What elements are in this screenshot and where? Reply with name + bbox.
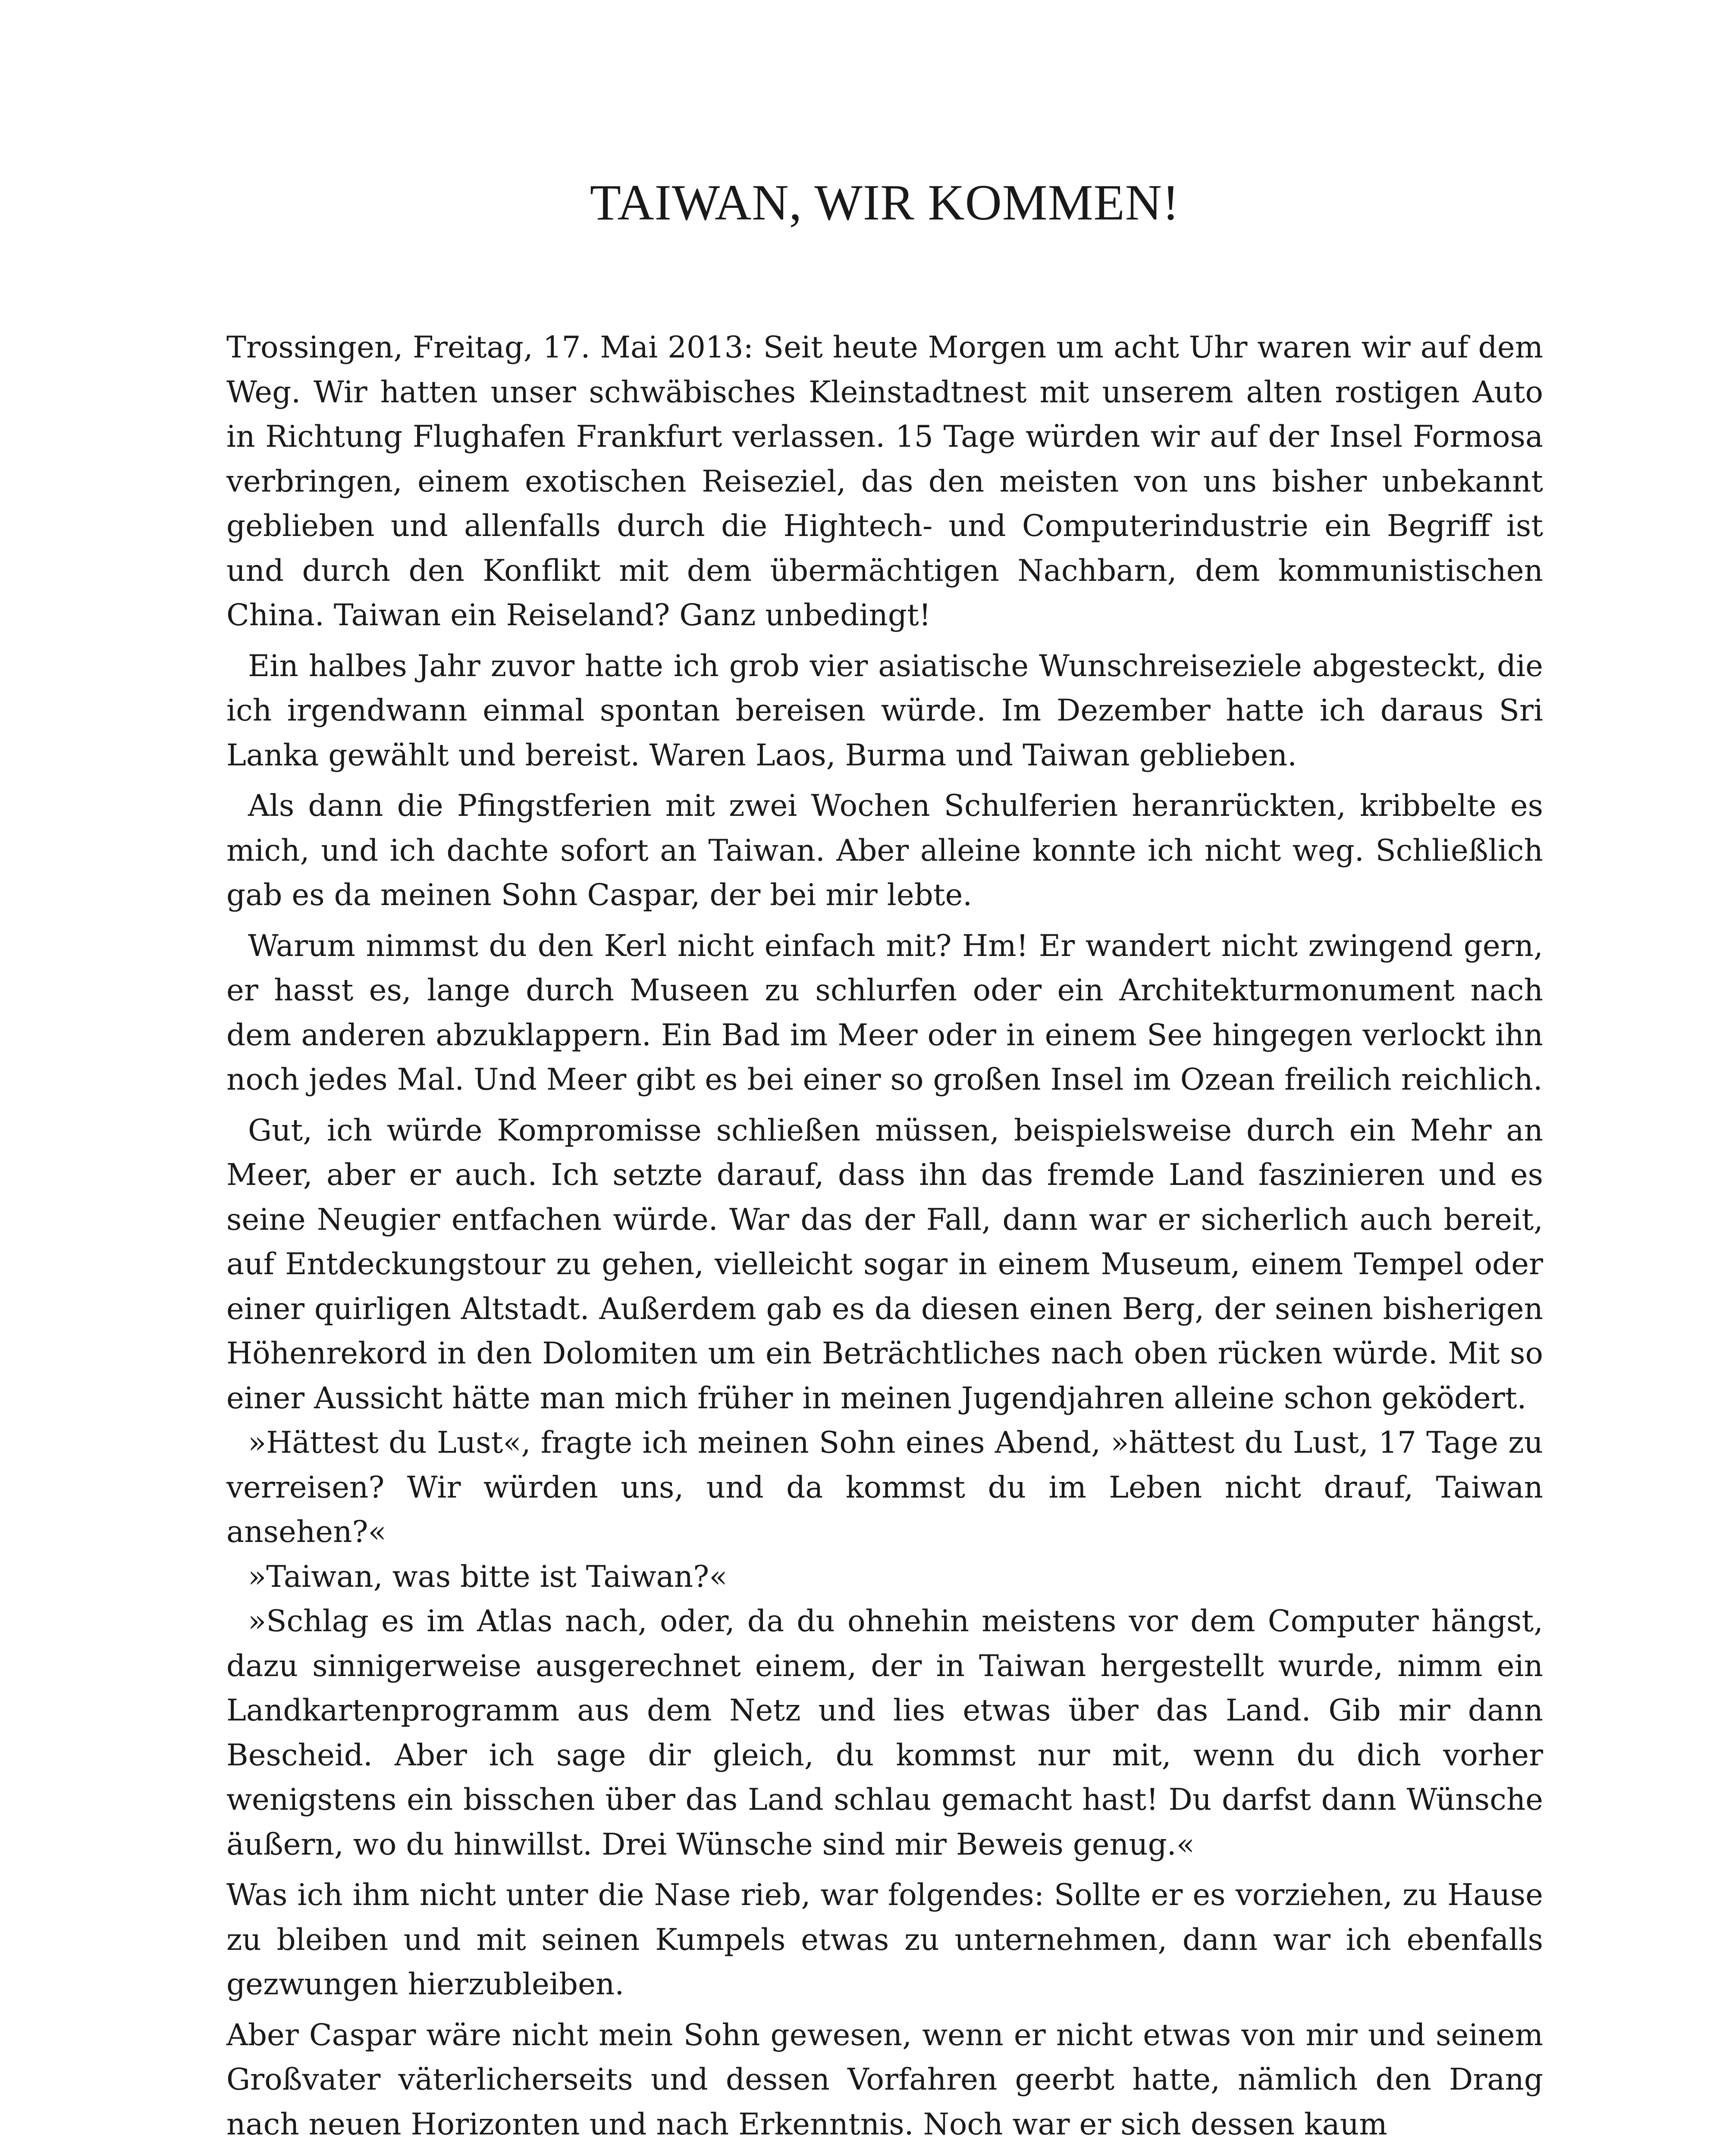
- paragraph-gap: [226, 2007, 1543, 2013]
- paragraph: »Hättest du Lust«, fragte ich meinen Sohn eines Abend, »hättest du Lust, 17 Tage zu verreisen? Wir würden uns, und da kommst du im Leben nicht drauf, Taiwan ansehen?«: [226, 1426, 1543, 1549]
- paragraph: Ein halbes Jahr zuvor hatte ich grob vier asiatische Wunschreiseziele abgesteckt, die ich irgendwann einmal spontan bereisen würde. Im Dezember hatte ich daraus Sri Lanka gewählt und bereist. Waren Laos, Burma und Taiwan geblieben.: [226, 649, 1543, 773]
- paragraph: Als dann die Pfingstferien mit zwei Wochen Schulferien heranrückten, kribbelte es mich, und ich dachte sofort an Taiwan. Aber alleine konnte ich nicht weg. Schließlich gab es da meinen Sohn Caspar, der bei mir lebte.: [226, 789, 1543, 912]
- paragraph: »Taiwan, was bitte ist Taiwan?«: [248, 1559, 728, 1594]
- paragraph: Was ich ihm nicht unter die Nase rieb, war folgendes: Sollte er es vorziehen, zu Hause zu bleiben und mit seinen Kumpels etwas zu unternehmen, dann war ich ebenfalls gezwungen hierzubleiben.: [226, 1878, 1543, 2002]
- paragraph-gap: [226, 918, 1543, 924]
- paragraph: Warum nimmst du den Kerl nicht einfach mit? Hm! Er wandert nicht zwingend gern, er hasst es, lange durch Museen zu schlurfen oder ein Architekturmonument nach dem anderen abzuklappern. Ein Bad im Meer oder in einem See hingegen verlockt ihn noch jedes Mal. Und Meer gibt es bei einer so großen Insel im Ozean freilich reichlich.: [226, 928, 1543, 1097]
- paragraph-gap: [226, 1103, 1543, 1109]
- body-text: [226, 326, 1543, 2147]
- paragraph-gap: [226, 1867, 1543, 1873]
- paragraph-gap: [226, 638, 1543, 644]
- paragraph: Gut, ich würde Kompromisse schließen müssen, beispielsweise durch ein Mehr an Meer, aber er auch. Ich setzte darauf, dass ihn das fremde Land faszinieren und es seine Neugier entfachen würde. War das der Fall, dann war er sicherlich auch bereit, auf Entdeckungstour zu gehen, vielleicht sogar in einem Museum, einem Tempel oder einer quirligen Altstadt. Außerdem gab es da diesen einen Berg, der seinen bisherigen Höhenrekord in den Dolomiten um ein Beträchtliches nach oben rücken würde. Mit so einer Aussicht hätte man mich früher in meinen Jugendjahren alleine schon geködert.: [226, 1113, 1543, 1416]
- paragraph-gap: [226, 778, 1543, 784]
- paragraph: »Schlag es im Atlas nach, oder, da du ohnehin meistens vor dem Computer hängst, dazu sinnigerweise ausgerechnet einem, der in Taiwan hergestellt wurde, nimm ein Landkartenprogramm aus dem Netz und lies etwas über das Land. Gib mir dann Bescheid. Aber ich sage dir gleich, du kommst nur mit, wenn du dich vorher wenigstens ein bisschen über das Land schlau gemacht hast! Du darfst dann Wünsche äußern, wo du hinwillst. Drei Wünsche sind mir Beweis genug.«: [226, 1604, 1543, 1862]
- chapter-title: TAIWAN, WIR KOMMEN!: [590, 174, 1180, 231]
- paragraph: Aber Caspar wäre nicht mein Sohn gewesen, wenn er nicht etwas von mir und seinem Großvater väterlicherseits und dessen Vorfahren geerbt hatte, nämlich den Drang nach neuen Horizonten und nach Erkenntnis. Noch war er sich dessen kaum: [226, 2018, 1543, 2142]
- paragraph: Trossingen, Freitag, 17. Mai 2013: Seit heute Morgen um acht Uhr waren wir auf dem Weg. Wir hatten unser schwäbisches Kleinstadtnest mit unserem alten rostigen Auto in Richtung Flughafen Frankfurt verlassen. 15 Tage würden wir auf der Insel Formosa verbringen, einem exotischen Reiseziel, das den meisten von uns bisher unbekannt geblieben und allenfalls durch die Hightech- und Computerindustrie ein Begriff ist und durch den Konflikt mit dem übermächtigen Nachbarn, dem kommunistischen China. Taiwan ein Reiseland? Ganz unbedingt!: [226, 330, 1543, 633]
